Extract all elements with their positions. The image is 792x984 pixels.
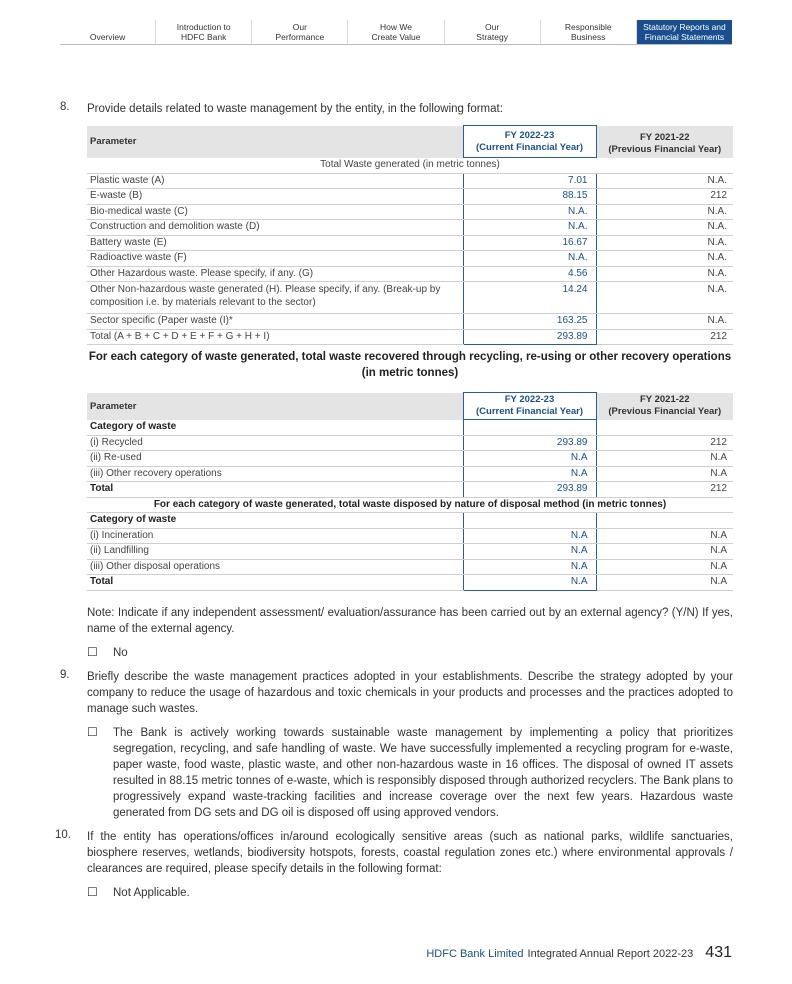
nav-tab-statutory-reports[interactable]: Statutory Reports and Financial Statements	[637, 20, 732, 44]
table-row: Construction and demolition waste (D) N.A. N.A.	[87, 220, 733, 236]
nav-tab-introduction[interactable]: Introduction to HDFC Bank	[156, 20, 252, 44]
header-parameter: Parameter	[87, 126, 463, 158]
footer-bank-name: HDFC Bank Limited	[426, 948, 524, 960]
table-row: Radioactive waste (F) N.A. N.A.	[87, 251, 733, 267]
page-footer	[426, 944, 732, 962]
checkbox-icon: ☐	[87, 725, 98, 739]
nav-tab-strategy[interactable]: Our Strategy	[445, 20, 541, 44]
header-current-year: FY 2022-23 (Current Financial Year)	[463, 126, 596, 158]
footer-report-name: Integrated Annual Report 2022-23	[527, 948, 694, 960]
table-row-total: Total 293.89 212	[87, 482, 733, 498]
category-label: Category of waste	[87, 420, 463, 436]
question-number: 9.	[60, 669, 70, 681]
table-row: Other Hazardous waste. Please specify, if any. (G) 4.56 N.A.	[87, 266, 733, 282]
section-nav	[60, 20, 732, 45]
nav-tab-responsible-business[interactable]: Responsible Business	[541, 20, 637, 44]
table-row: Sector specific (Paper waste (I)* 163.25 N.A.	[87, 314, 733, 330]
waste-recovery-table	[87, 392, 733, 591]
table-row: (i) Incineration N.A N.A	[87, 528, 733, 544]
checkbox-icon: ☐	[87, 885, 98, 899]
table-row: (ii) Landfilling N.A N.A	[87, 544, 733, 560]
recovery-title: For each category of waste generated, total waste recovered through recycling, re-using or other recovery operations (in metric tonnes)	[88, 351, 732, 379]
question-text: Briefly describe the waste management practices adopted in your establishments. Describe the strategy adopted by your company to reduce the usage of hazardous and toxic chemicals in your products and processes and the practices adopted to manage such wastes.	[87, 671, 733, 715]
table-row: (iii) Other recovery operations N.A N.A	[87, 466, 733, 482]
table-row: Bio-medical waste (C) N.A. N.A.	[87, 204, 733, 220]
question-number: 10.	[55, 829, 71, 841]
assurance-note: Note: Indicate if any independent assessment/ evaluation/assurance has been carried out by an external agency? (Y/N) If yes, name of the external agency.	[87, 607, 733, 635]
table-row: Plastic waste (A) 7.01 N.A.	[87, 173, 733, 189]
header-parameter: Parameter	[87, 393, 463, 420]
question-text: If the entity has operations/offices in/around ecologically sensitive areas (such as national parks, wildlife sanctuaries, biosphere reserves, wetlands, biodiversity hotspots, forests, coastal regulation zones etc.) where environmental approvals / clearances are required, please specify details in the following format:	[87, 831, 733, 875]
header-previous-year: FY 2021-22 (Previous Financial Year)	[596, 393, 733, 420]
table-row: (i) Recycled 293.89 212	[87, 435, 733, 451]
answer-text: The Bank is actively working towards sustainable waste management by implementing a policy that prioritizes segregation, recycling, and safe handling of waste. We have successfully implemented a recycling program for e-waste, paper waste, food waste, plastic waste, and other non-hazardous waste in 16 offices. The disposal of owned IT assets resulted in 88.15 metric tonnes of e-waste, which is responsibly disposed through authorized recyclers. The Bank plans to progressively expand waste-tracking facilities and increase coverage over the next few years. Hazardous waste generated from DG sets and DG oil is disposed off using approved vendors.	[113, 727, 733, 819]
table-row-total: Total N.A N.A	[87, 575, 733, 591]
assurance-answer: No	[113, 647, 128, 659]
table-row: Battery waste (E) 16.67 N.A.	[87, 235, 733, 251]
header-previous-year: FY 2021-22 (Previous Financial Year)	[596, 126, 733, 158]
table-row: (ii) Re-used N.A N.A	[87, 451, 733, 467]
section-label: Total Waste generated (in metric tonnes)	[87, 158, 733, 174]
header-current-year: FY 2022-23 (Current Financial Year)	[463, 393, 596, 420]
question-number: 8.	[60, 101, 70, 113]
table-row: Other Non-hazardous waste generated (H). Please specify, if any. (Break-up by composition i.e. by materials relevant to the sector) 14.24 N.A.	[87, 282, 733, 314]
nav-tab-create-value[interactable]: How We Create Value	[348, 20, 444, 44]
checkbox-icon: ☐	[87, 645, 98, 659]
answer-text: Not Applicable.	[113, 887, 190, 899]
table-row: E-waste (B) 88.15 212	[87, 189, 733, 205]
category-label: Category of waste	[87, 513, 463, 529]
waste-generated-table	[87, 125, 733, 345]
table-row: (iii) Other disposal operations N.A N.A	[87, 559, 733, 575]
disposal-title: For each category of waste generated, total waste disposed by nature of disposal method (in metric tonnes)	[87, 497, 733, 513]
table-row-total: Total (A + B + C + D + E + F + G + H + I) 293.89 212	[87, 329, 733, 345]
question-text: Provide details related to waste management by the entity, in the following format:	[87, 103, 503, 115]
page-number: 431	[705, 944, 732, 961]
nav-tab-overview[interactable]: Overview	[60, 20, 156, 44]
nav-tab-performance[interactable]: Our Performance	[252, 20, 348, 44]
